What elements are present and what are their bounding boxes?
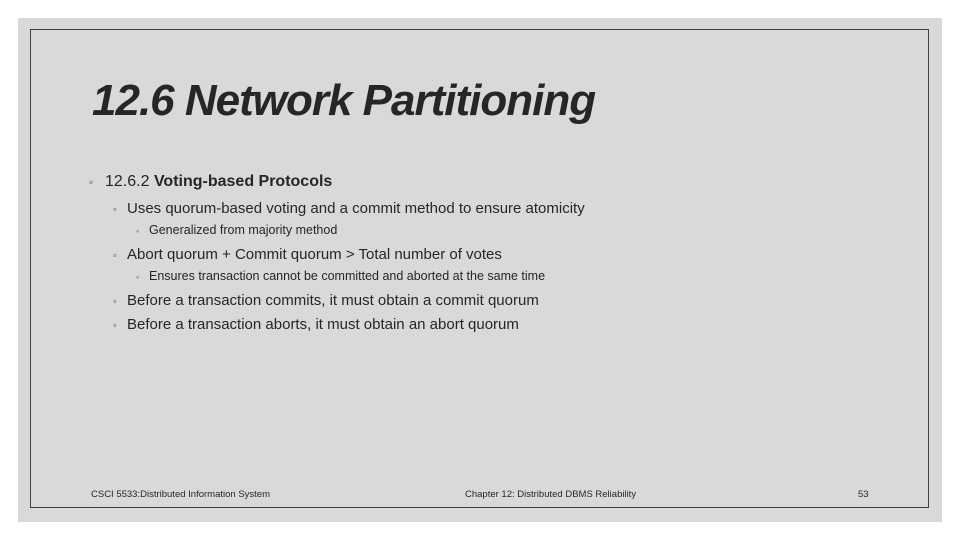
bullet-icon: ◦ [136,226,140,236]
heading-bullet [89,173,332,191]
bullet-3 [113,292,539,309]
bullet-icon: ◦ [113,296,117,308]
heading-label: Voting-based Protocols [153,173,333,190]
bullet-1-sub-text: Generalized from majority method [149,223,338,237]
bullet-2-sub-text: Ensures transaction cannot be committed and aborted at the same time [149,269,546,283]
footer-chapter: Chapter 12: Distributed DBMS Reliability [465,489,637,500]
bullet-4 [113,316,519,333]
bullet-2 [113,246,502,263]
bullet-1-sub [136,223,337,237]
bullet-1 [113,200,585,217]
bullet-icon: ◦ [89,175,94,189]
heading-number: 12.6.2 [105,173,150,190]
footer-course: CSCI 5533:Distributed Information System [91,489,270,500]
bullet-icon: ◦ [113,204,117,216]
bullet-icon: ◦ [113,320,117,332]
bullet-1-text: Uses quorum-based voting and a commit method to ensure atomicity [127,200,585,217]
bullet-icon: ◦ [113,250,117,262]
footer-page-number: 53 [858,489,869,500]
slide-title: 12.6 Network Partitioning [92,76,596,125]
bullet-2-text: Abort quorum + Commit quorum > Total number of votes [127,246,502,263]
bullet-3-text: Before a transaction commits, it must obtain a commit quorum [127,292,539,309]
bullet-4-text: Before a transaction aborts, it must obtain an abort quorum [127,316,519,333]
bullet-icon: ◦ [136,272,140,282]
bullet-2-sub [136,269,545,283]
